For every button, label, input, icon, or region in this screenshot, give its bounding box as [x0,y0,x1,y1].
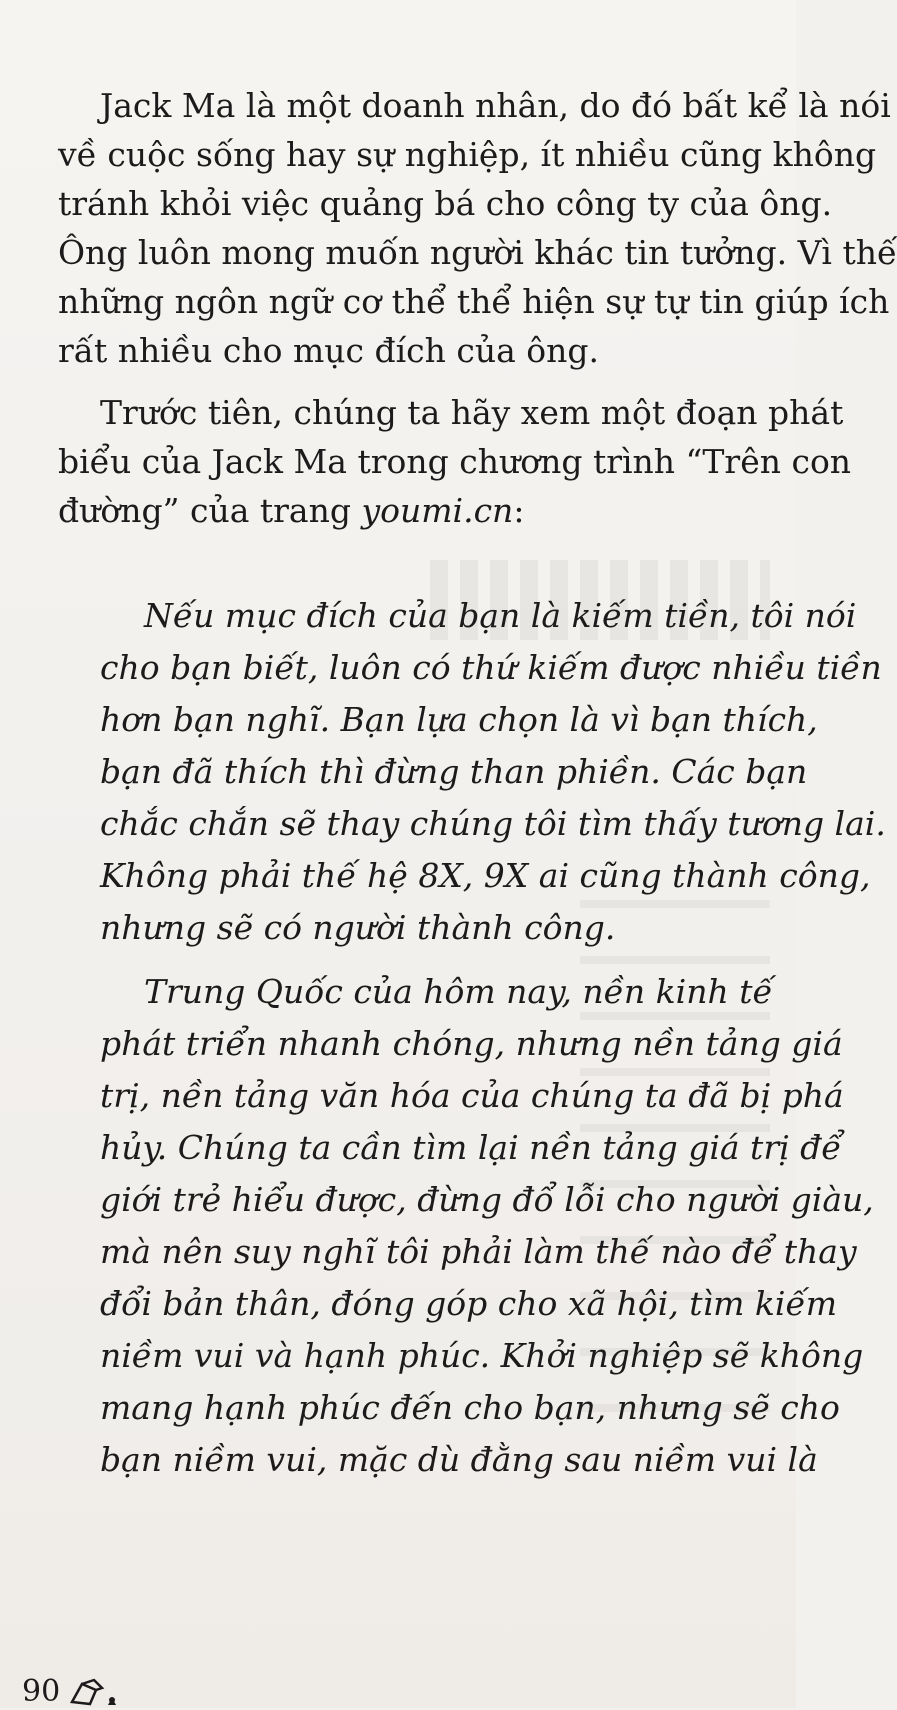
quote-text-line: phát triển nhanh chóng, nhưng nền tảng giá [100,1024,843,1063]
body-text-line: rất nhiều cho mục đích của ông. [58,331,600,370]
quote-text-line: nhưng sẽ có người thành công. [100,908,616,947]
quote-text-line: Trung Quốc của hôm nay, nền kinh tế [144,972,773,1011]
body-text-line: những ngôn ngữ cơ thể thể hiện sự tự tin giúp ích [58,282,890,321]
quote-text-line: đổi bản thân, đóng góp cho xã hội, tìm kiếm [100,1284,838,1323]
quote-text-line: niềm vui và hạnh phúc. Khởi nghiệp sẽ không [100,1336,864,1375]
quote-text-line: Không phải thế hệ 8X, 9X ai cũng thành công, [100,856,871,895]
body-text-line: biểu của Jack Ma trong chương trình “Trên con [58,442,852,481]
body-text-fragment: đường” của trang [58,491,362,530]
quote-text-line: chắc chắn sẽ thay chúng tôi tìm thấy tương lai. [100,804,886,843]
quote-text-line: hủy. Chúng ta cần tìm lại nền tảng giá trị để [100,1128,842,1167]
body-text-line: Ông luôn mong muốn người khác tin tưởng. Vì thế [58,233,897,272]
body-text-line: Jack Ma là một doanh nhân, do đó bất kể là nói [100,86,891,125]
quote-text-line: mà nên suy nghĩ tôi phải làm thế nào để thay [100,1232,857,1271]
body-text-line [58,491,764,531]
book-ornament-icon [68,1678,128,1706]
page-footer [22,1674,142,1709]
quote-text-line: hơn bạn nghĩ. Bạn lựa chọn là vì bạn thích, [100,700,818,739]
quote-text-line: giới trẻ hiểu được, đừng đổ lỗi cho người giàu, [100,1180,874,1219]
quote-text-line: bạn niềm vui, mặc dù đằng sau niềm vui là [100,1440,818,1479]
body-text-line: về cuộc sống hay sự nghiệp, ít nhiều cũng không [58,135,877,174]
body-text-fragment: : [513,491,525,530]
website-name: youmi.cn [361,491,514,530]
quote-text-line: Nếu mục đích của bạn là kiếm tiền, tôi nói [144,596,857,635]
quote-text-line: mang hạnh phúc đến cho bạn, nhưng sẽ cho [100,1388,840,1427]
body-text-line: Trước tiên, chúng ta hãy xem một đoạn phát [100,393,844,432]
body-text-line: tránh khỏi việc quảng bá cho công ty của ông. [58,184,833,223]
quote-text-line: trị, nền tảng văn hóa của chúng ta đã bị phá [100,1076,844,1115]
quote-text-line: cho bạn biết, luôn có thứ kiếm được nhiều tiền [100,648,882,687]
page-number: 90 [22,1674,61,1709]
quote-text-line: bạn đã thích thì đừng than phiền. Các bạn [100,752,808,791]
